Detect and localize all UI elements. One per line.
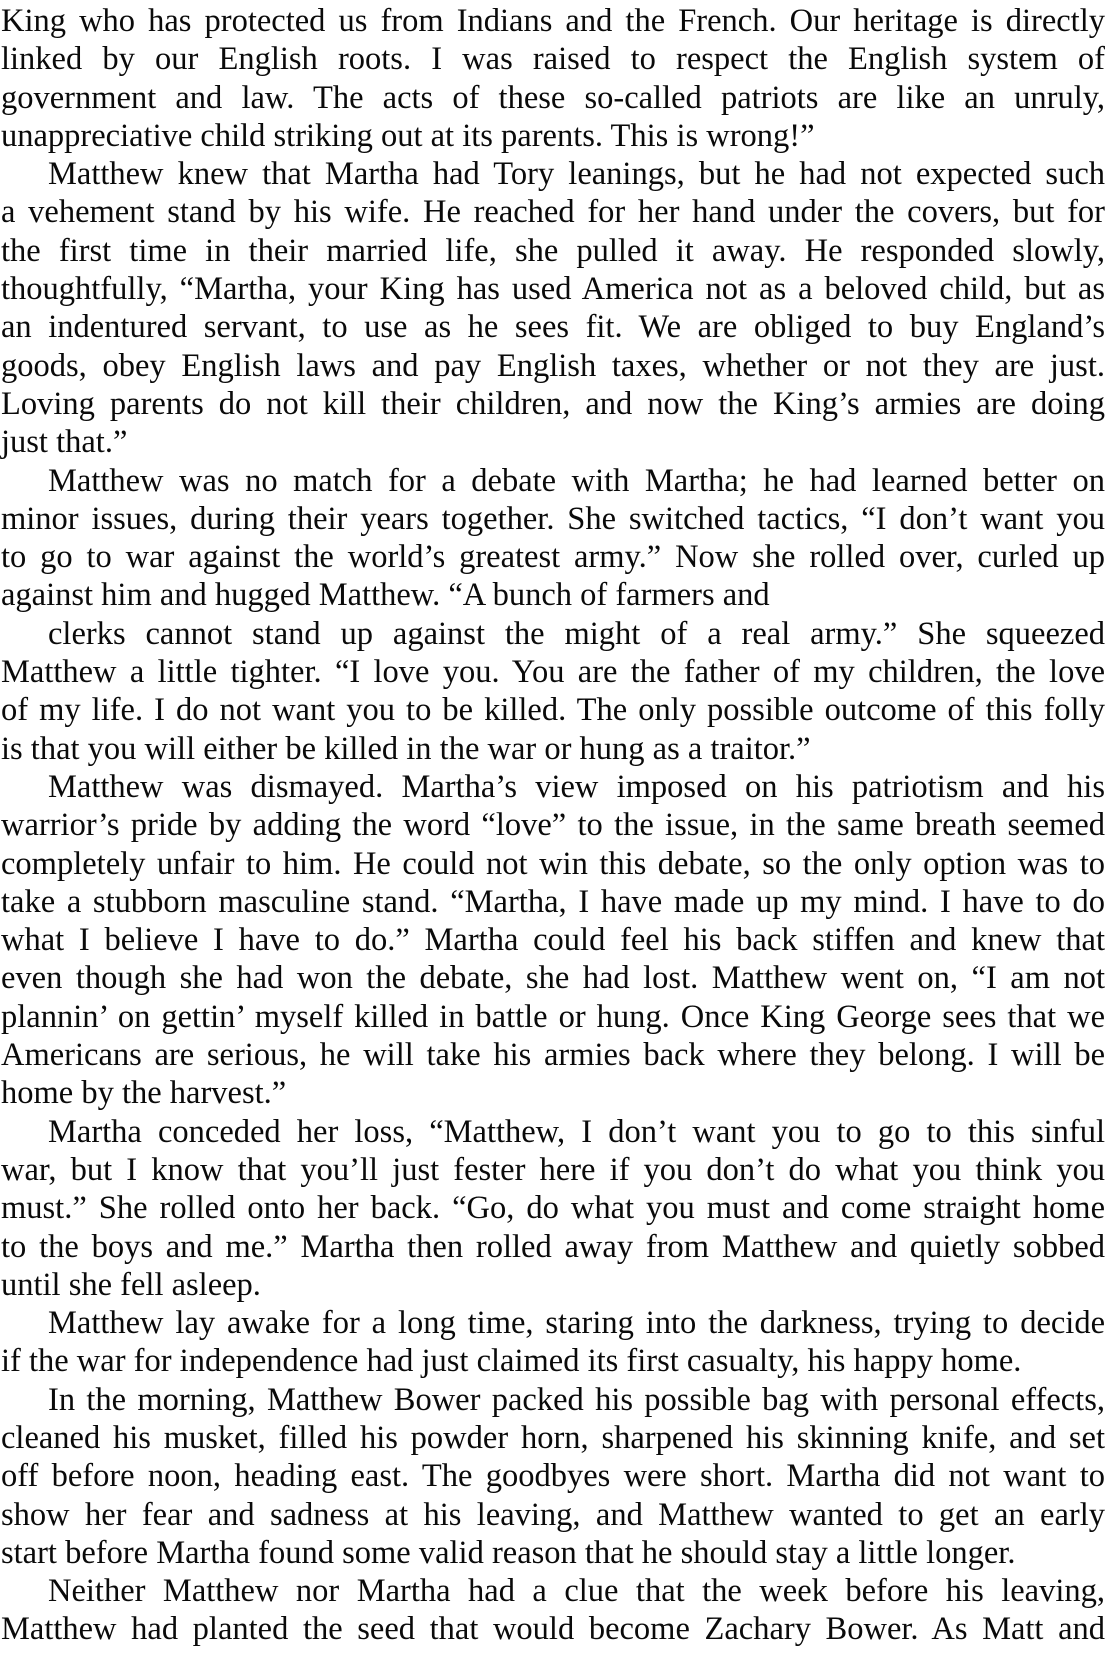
- paragraph: [1, 2, 1105, 155]
- paragraph: [1, 1304, 1105, 1381]
- text-line: cleaned his musket, filled his powder horn, sharpened his skinning knife, and set: [1, 1419, 1105, 1456]
- text-line: show her fear and sadness at his leaving, and Matthew wanted to get an early: [1, 1496, 1105, 1533]
- text-line: to go to war against the world’s greatest army.” Now she rolled over, curled up: [1, 539, 1105, 576]
- text-line: home by the harvest.”: [1, 1075, 287, 1112]
- text-line: Matthew knew that Martha had Tory leanings, but he had not expected such: [48, 156, 1105, 193]
- paragraph: [1, 1113, 1105, 1304]
- text-line: Matthew had planted the seed that would become Zachary Bower. As Matt and: [1, 1611, 1105, 1648]
- text-line: King who has protected us from Indians and the French. Our heritage is directly: [1, 3, 1105, 39]
- paragraph: [1, 1381, 1105, 1572]
- text-line: against him and hugged Matthew. “A bunch of farmers and: [1, 577, 770, 614]
- paragraph: [1, 462, 1105, 615]
- text-line: plannin’ on gettin’ myself killed in battle or hung. Once King George sees that we: [1, 998, 1105, 1035]
- text-line: a vehement stand by his wife. He reached for her hand under the covers, but for: [1, 194, 1105, 231]
- text-line: Matthew was no match for a debate with Martha; he had learned better on: [48, 462, 1105, 499]
- paragraph: [1, 1572, 1105, 1649]
- text-line: the first time in their married life, she pulled it away. He responded slowly,: [1, 232, 1105, 269]
- text-line: an indentured servant, to use as he sees fit. We are obliged to buy England’s: [1, 309, 1105, 346]
- text-line: is that you will either be killed in the war or hung as a traitor.”: [1, 730, 811, 767]
- text-line: Americans are serious, he will take his armies back where they belong. I will be: [1, 1037, 1105, 1074]
- paragraph: [1, 615, 1105, 768]
- page-text-column: [1, 2, 1105, 1649]
- text-line: just that.”: [1, 424, 128, 461]
- text-line: Matthew was dismayed. Martha’s view imposed on his patriotism and his: [48, 768, 1105, 805]
- text-line: warrior’s pride by adding the word “love” to the issue, in the same breath seemed: [1, 807, 1105, 844]
- text-line: In the morning, Matthew Bower packed his possible bag with personal effects,: [48, 1381, 1105, 1418]
- text-line: government and law. The acts of these so-called patriots are like an unruly,: [1, 79, 1105, 116]
- text-line: Loving parents do not kill their children, and now the King’s armies are doing: [1, 385, 1105, 422]
- text-line: thoughtfully, “Martha, your King has used America not as a beloved child, but as: [1, 271, 1105, 308]
- text-line: take a stubborn masculine stand. “Martha, I have made up my mind. I have to do: [1, 883, 1105, 920]
- paragraph: [1, 768, 1105, 1113]
- text-line: war, but I know that you’ll just fester here if you don’t do what you think you: [1, 1151, 1105, 1188]
- text-line: what I believe I have to do.” Martha could feel his back stiffen and knew that: [1, 922, 1105, 959]
- text-line: of my life. I do not want you to be killed. The only possible outcome of this folly: [1, 692, 1105, 729]
- text-line: completely unfair to him. He could not win this debate, so the only option was to: [1, 845, 1105, 882]
- paragraph: [1, 155, 1105, 461]
- text-line: goods, obey English laws and pay English taxes, whether or not they are just.: [1, 347, 1105, 384]
- text-line: Martha conceded her loss, “Matthew, I don’t want you to go to this sinful: [48, 1113, 1105, 1150]
- text-line: if the war for independence had just claimed its first casualty, his happy home.: [1, 1343, 1022, 1380]
- text-line: off before noon, heading east. The goodbyes were short. Martha did not want to: [1, 1458, 1105, 1495]
- text-line: Matthew lay awake for a long time, staring into the darkness, trying to decide: [48, 1305, 1105, 1342]
- text-line: Neither Matthew nor Martha had a clue that the week before his leaving,: [48, 1573, 1105, 1610]
- text-line: unappreciative child striking out at its parents. This is wrong!”: [1, 117, 815, 154]
- text-line: to the boys and me.” Martha then rolled away from Matthew and quietly sobbed: [1, 1228, 1105, 1265]
- text-line: must.” She rolled onto her back. “Go, do what you must and come straight home: [1, 1190, 1105, 1227]
- text-line: even though she had won the debate, she had lost. Matthew went on, “I am not: [1, 960, 1105, 997]
- text-line: clerks cannot stand up against the might of a real army.” She squeezed: [48, 615, 1105, 652]
- text-line: minor issues, during their years together. She switched tactics, “I don’t want you: [1, 500, 1105, 537]
- text-line: until she fell asleep.: [1, 1266, 261, 1303]
- text-line: linked by our English roots. I was raised to respect the English system of: [1, 41, 1105, 78]
- text-line: start before Martha found some valid reason that he should stay a little longer.: [1, 1534, 1016, 1571]
- text-line: Matthew a little tighter. “I love you. You are the father of my children, the love: [1, 654, 1105, 691]
